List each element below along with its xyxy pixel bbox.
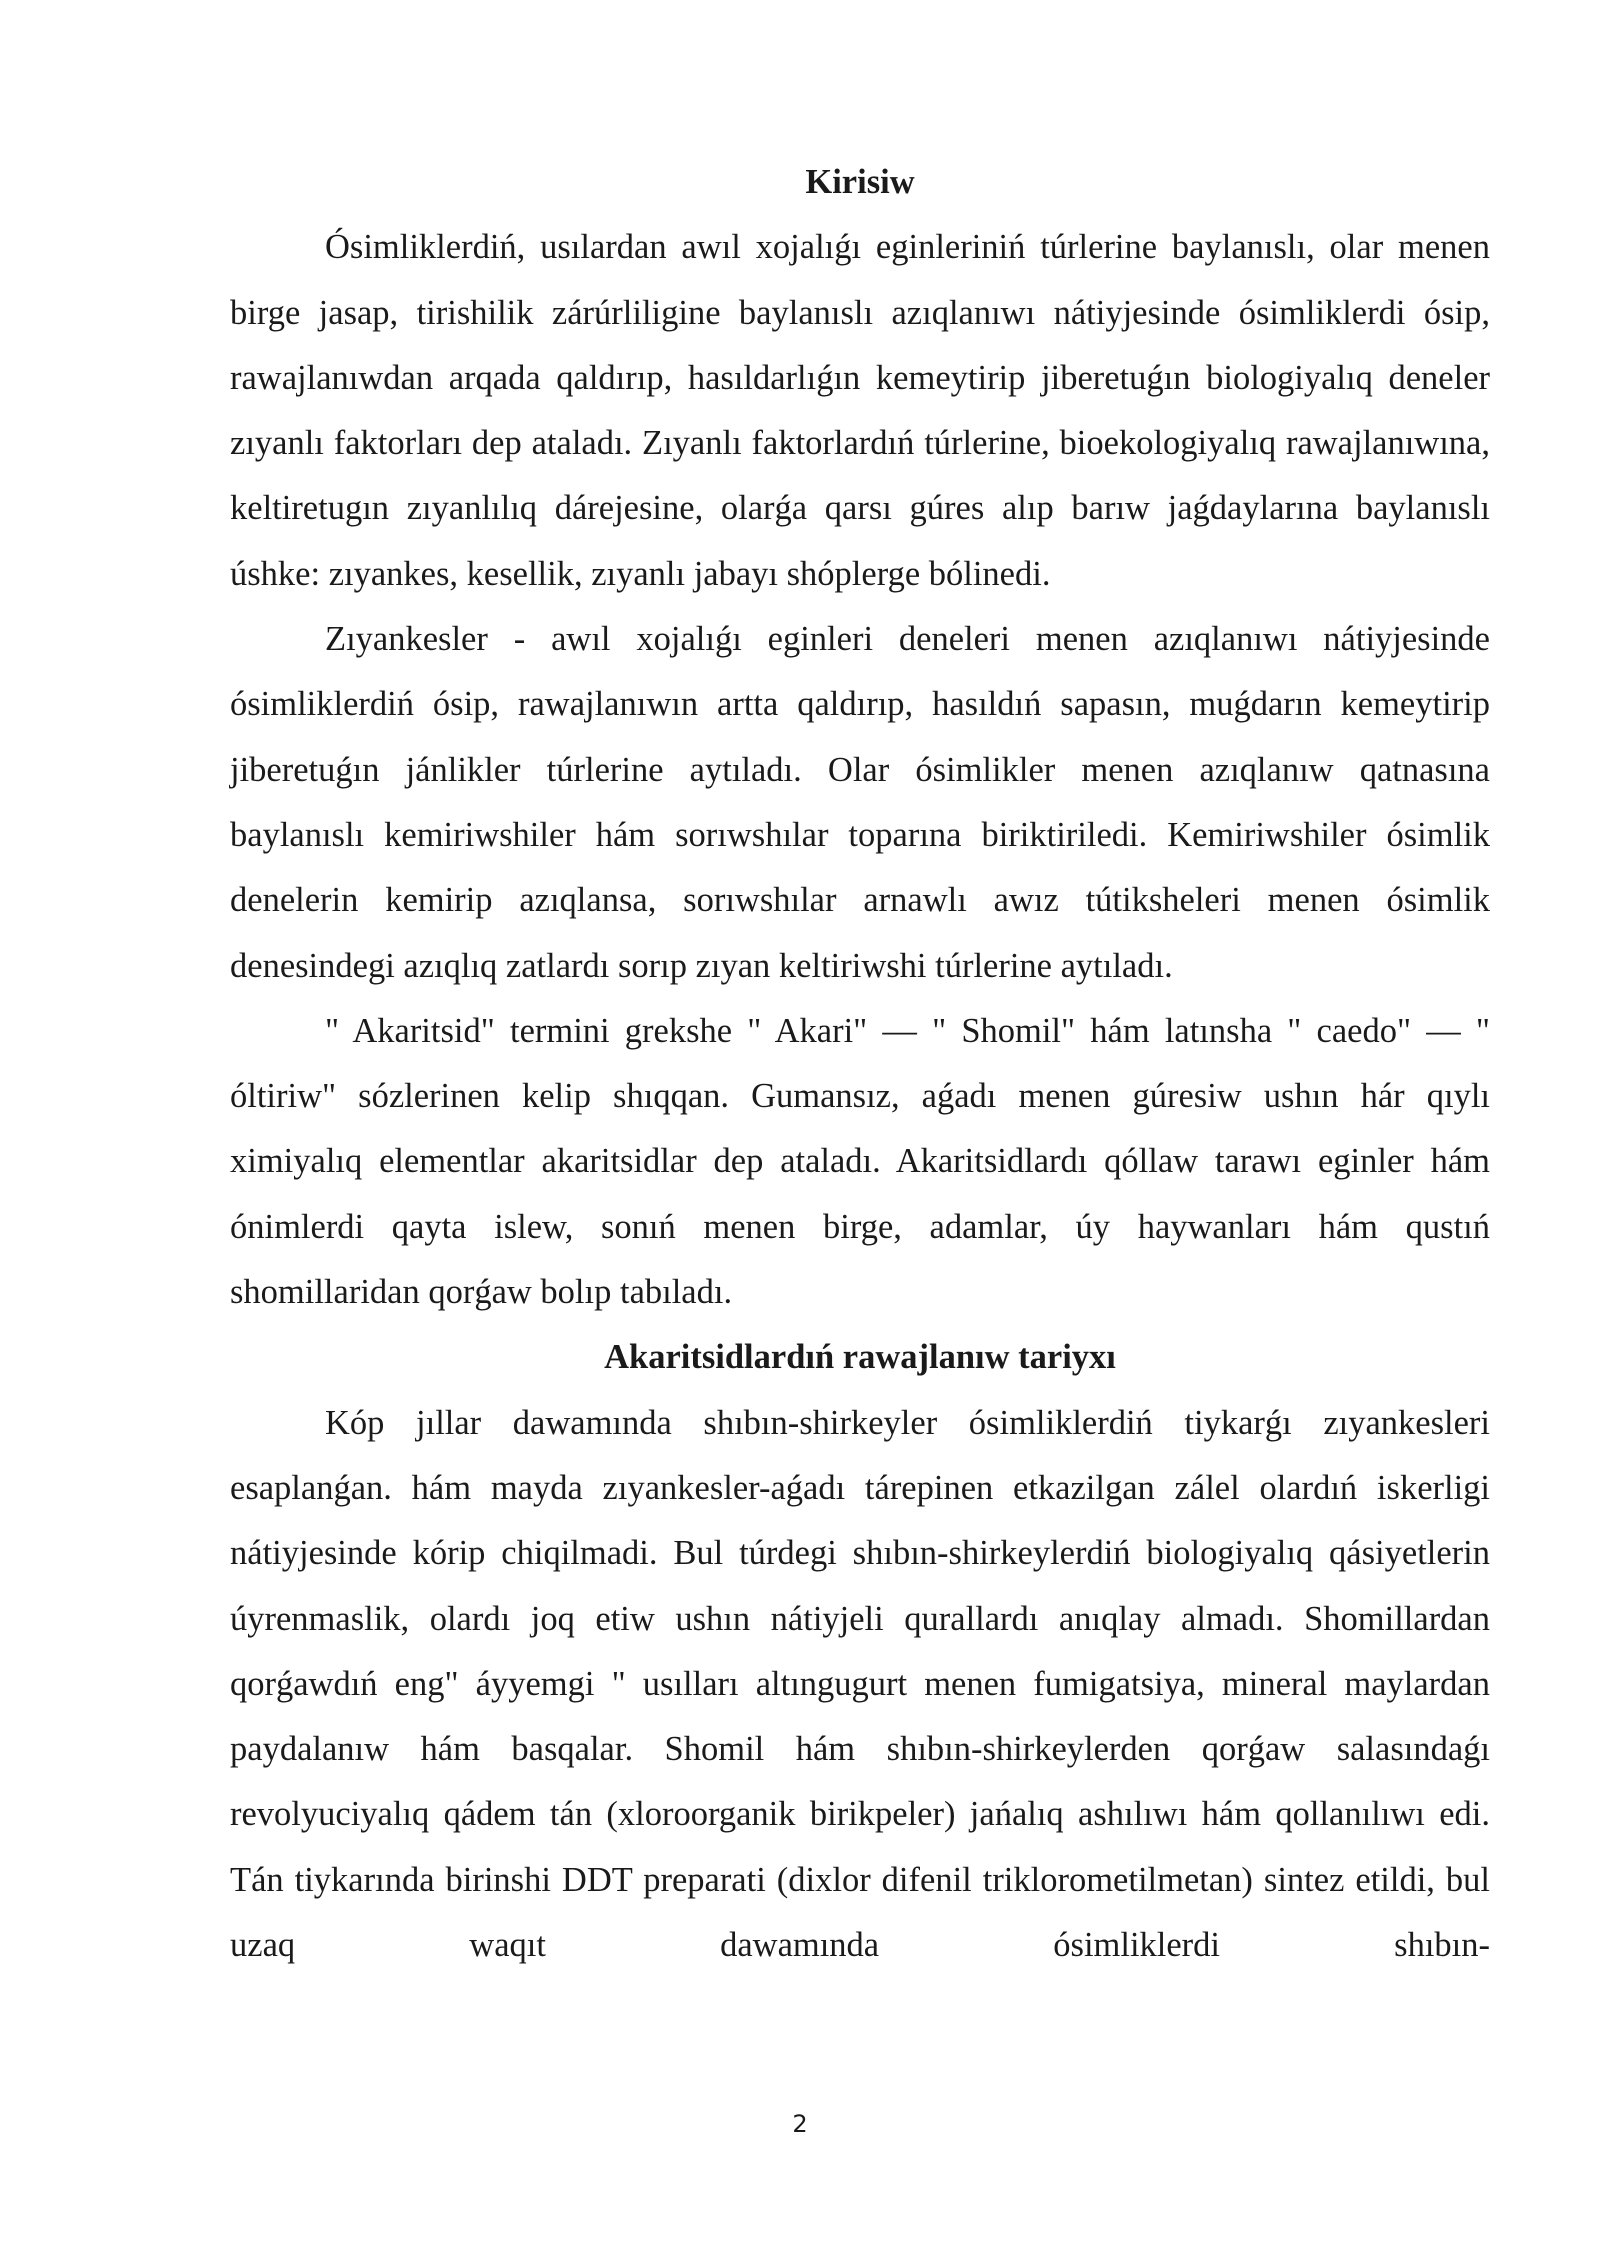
document-body xyxy=(230,150,1490,1978)
intro-paragraph-2: Zıyankesler - awıl xojalıǵı eginleri deneleri menen azıqlanıwı nátiyjesinde ósimliklerdiń ósip, rawajlanıwın artta qaldırıp, hasıldıń sapasın, muǵdarın kemeytirip jiberetuǵın jánlikler túrlerine aytıladı. Olar ósimlikler menen azıqlanıw qatnasına baylanıslı kemiriwshiler hám sorıwshılar toparına biriktiriledi. Kemiriwshiler ósimlik denelerin kemirip azıqlansa, sorıwshılar arnawlı awız tútiksheleri menen ósimlik denesindegi azıqlıq zatlardı sorıp zıyan keltiriwshi túrlerine aytıladı. xyxy=(230,620,1490,985)
document-title: Kirisiw xyxy=(805,163,915,201)
page-number: 2 xyxy=(792,2110,808,2138)
section-heading: Akaritsidlardıń rawajlanıw tariyxı xyxy=(604,1338,1116,1377)
intro-paragraph-1: Ósimliklerdiń, usılardan awıl xojalıǵı eginleriniń túrlerine baylanıslı, olar menen birge jasap, tirishilik zárúrliligine baylanıslı azıqlanıwı nátiyjesinde ósimliklerdi ósip, rawajlanıwdan arqada qaldırıp, hasıldarlıǵın kemeytirip jiberetuǵın biologiyalıq deneler zıyanlı faktorları dep ataladı. Zıyanlı faktorlardıń túrlerine, bioekologiyalıq rawajlanıwına, keltiretugın zıyanlılıq dárejesine, olarǵa qarsı gúres alıp barıw jaǵdaylarına baylanıslı úshke: zıyankes, kesellik, zıyanlı jabayı shóplerge bólinedi. xyxy=(230,228,1490,593)
intro-paragraph-3: " Akaritsid" termini grekshe " Akari" — " Shomil" hám latınsha " caedo" — " óltiriw" sózlerinen kelip shıqqan. Gumansız, aǵadı menen gúresiw ushın hár qıylı ximiyalıq elementlar akaritsidlar dep ataladı. Akaritsidlardı qóllaw tarawı eginler hám ónimlerdi qayta islew, sonıń menen birge, adamlar, úy haywanları hám qustıń shomillaridan qorǵaw bolıp tabıladı. xyxy=(230,1011,1490,1312)
history-paragraph-1: Kóp jıllar dawamında shıbın-shirkeyler ósimliklerdiń tiykarǵı zıyankesleri esaplanǵan. hám mayda zıyankesler-aǵadı tárepinen etkazilgan zálel olardıń iskerligi nátiyjesinde kórip chiqilmadi. Bul túrdegi shıbın-shirkeylerdiń biologiyalıq qásiyetlerin úyrenmaslik, olardı joq etiw ushın nátiyjeli qurallardı anıqlay almadı. Shomillardan qorǵawdıń eng" áyyemgi " usılları altıngugurt menen fumigatsiya, mineral maylardan paydalanıw hám basqalar. Shomil hám shıbın-shirkeylerden qorǵaw salasındaǵı revolyuciyalıq qádem tán (xloroorganik birikpeler) jańalıq ashılıwı hám qollanılıwı edi. Tán tiykarında birinshi DDT preparati (dixlor difenil triklorometilmetan) sintez etildi, bul uzaq waqıt dawamında ósimliklerdi shıbın- xyxy=(230,1403,1490,1965)
